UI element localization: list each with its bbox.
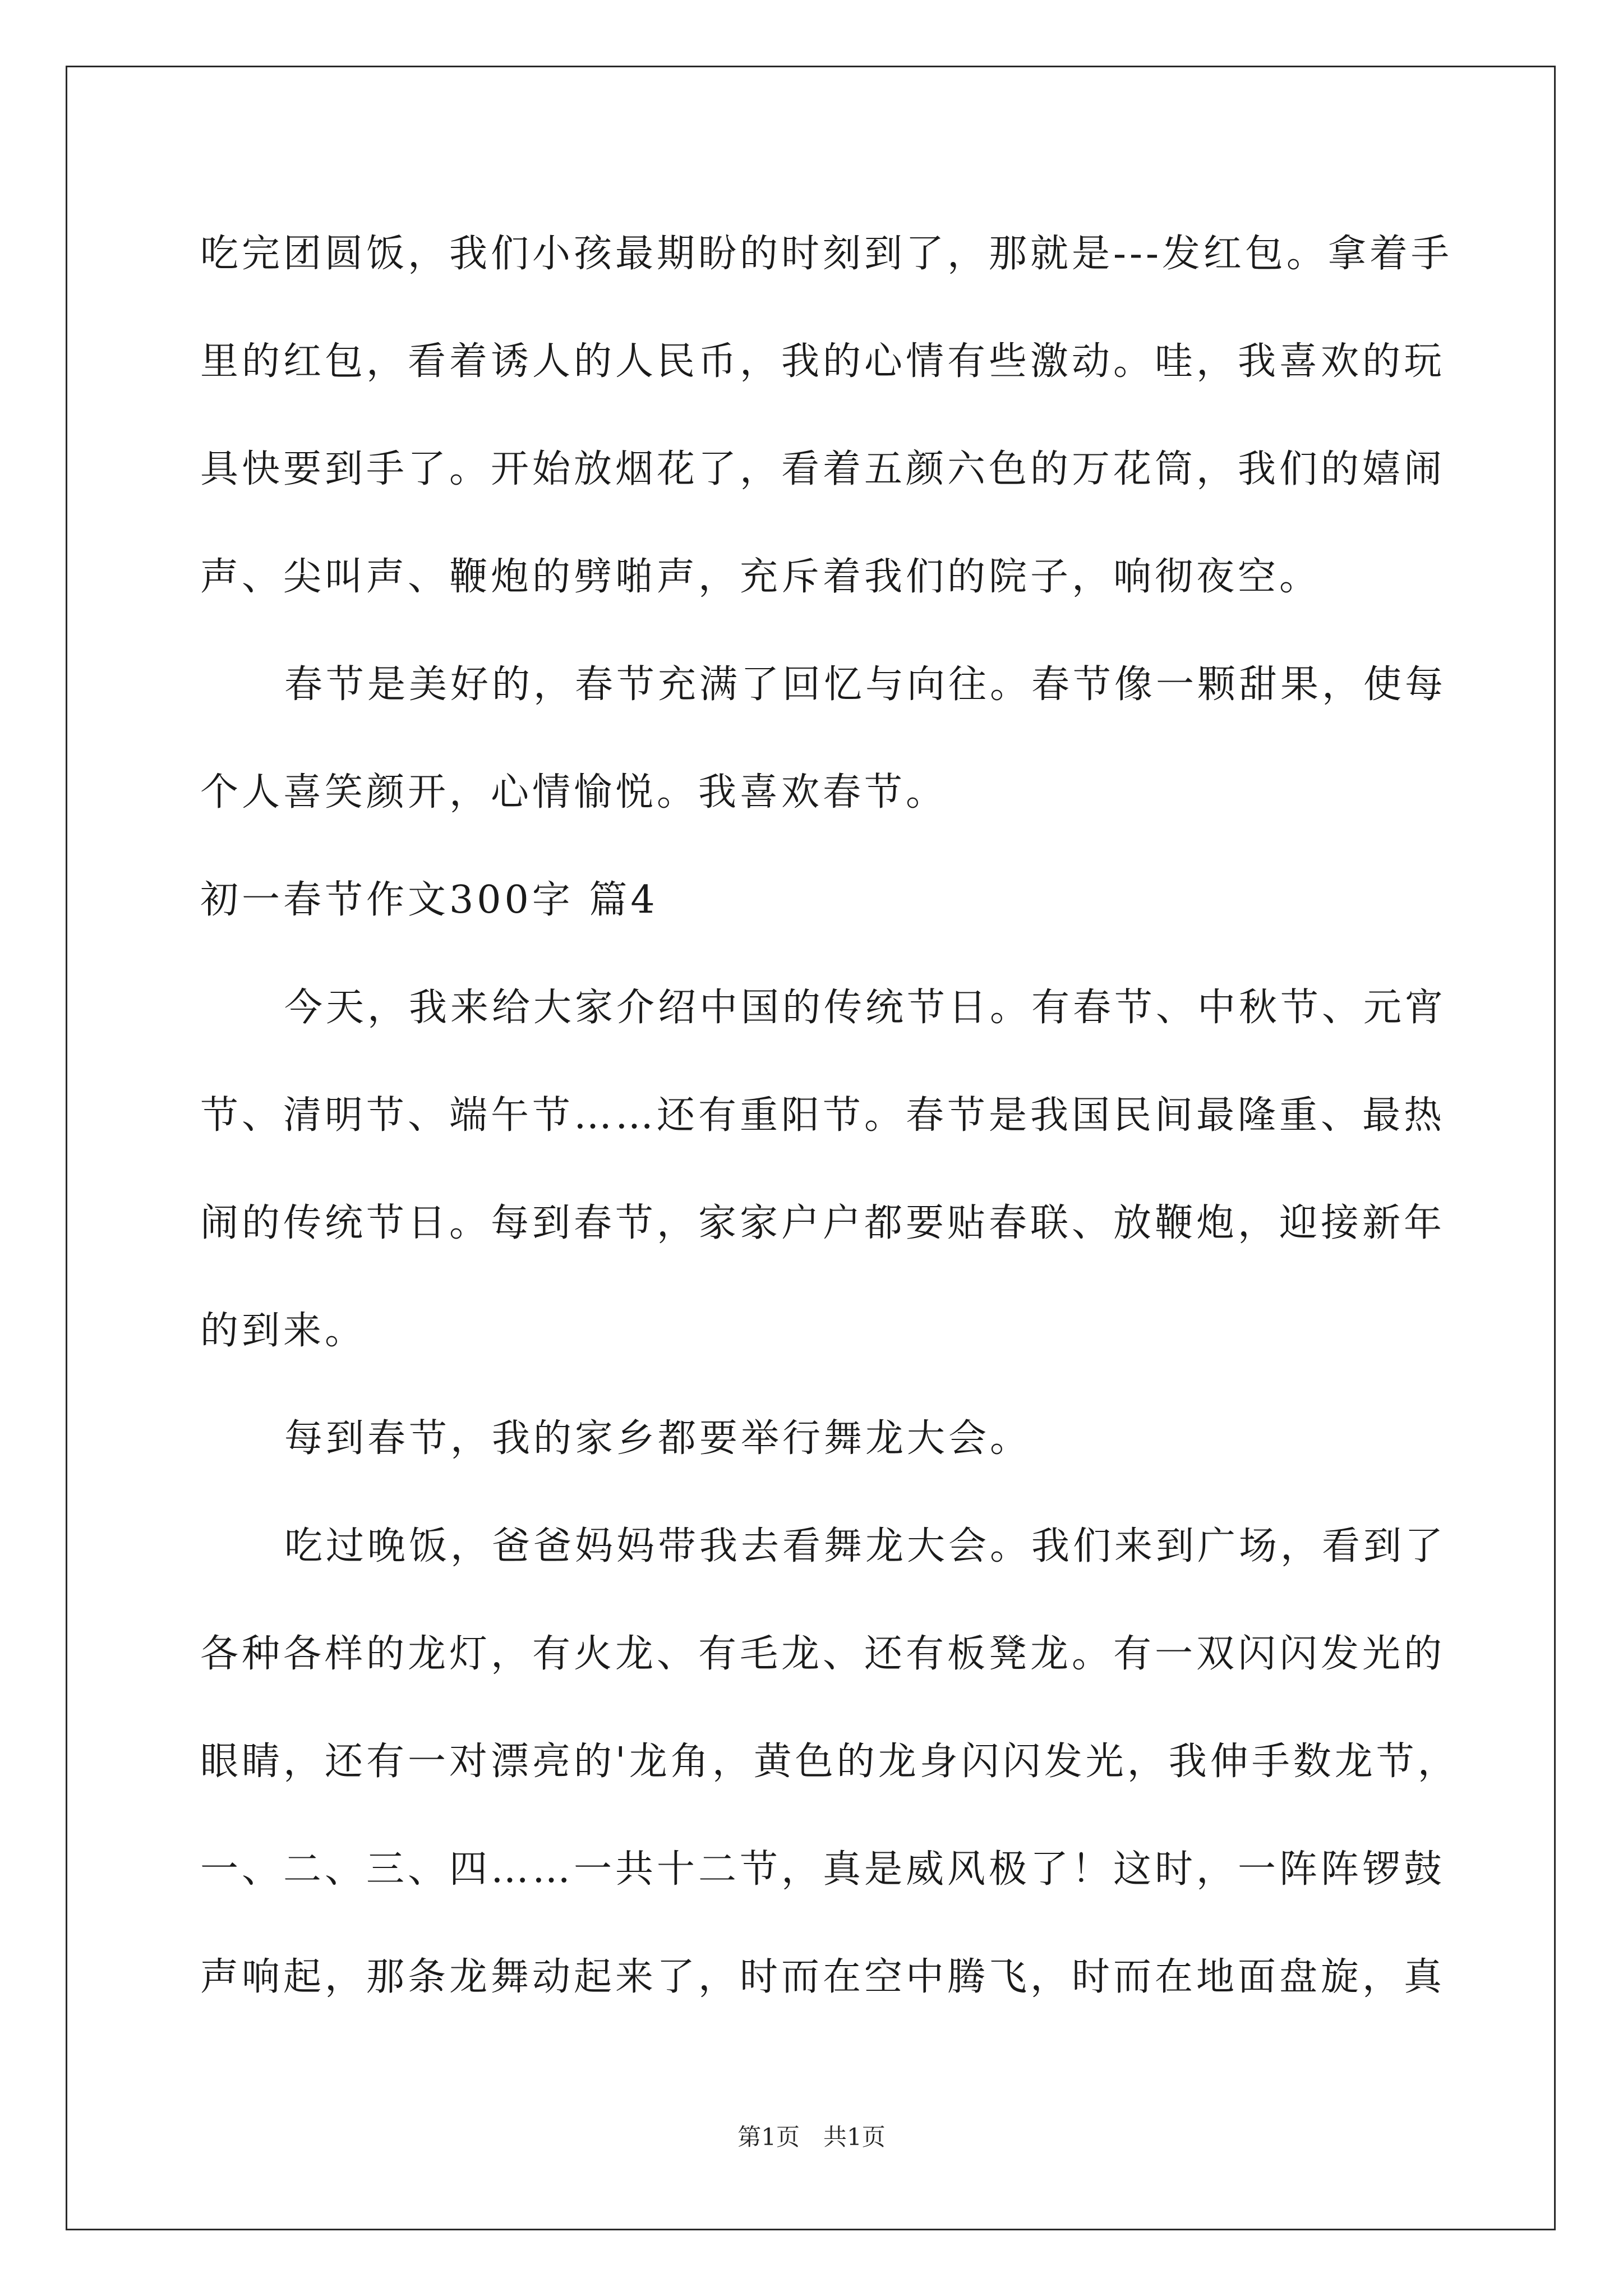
text-line: 声响起，那条龙舞动起来了，时而在空中腾飞，时而在地面盘旋，真 xyxy=(200,1955,1446,1999)
text-line: 里的红包，看着诱人的人民币，我的心情有些激动。哇，我喜欢的玩 xyxy=(200,339,1446,384)
section-heading: 初一春节作文300字 篇4 xyxy=(200,878,658,922)
text-line: 眼睛，还有一对漂亮的'龙角，黄色的龙身闪闪发光，我伸手数龙节， xyxy=(200,1740,1459,1784)
text-line: 春节是美好的，春节充满了回忆与向往。春节像一颗甜果，使每 xyxy=(284,662,1447,707)
text-line: 闹的传统节日。每到春节，家家户户都要贴春联、放鞭炮，迎接新年 xyxy=(200,1201,1446,1245)
document-body xyxy=(200,215,1459,2046)
text-line: 具快要到手了。开始放烟花了，看着五颜六色的万花筒，我们的嬉闹 xyxy=(200,447,1446,491)
text-line: 节、清明节、端午节……还有重阳节。春节是我国民间最隆重、最热 xyxy=(200,1093,1446,1138)
text-line: 吃完团圆饭，我们小孩最期盼的时刻到了，那就是---发红包。拿着手 xyxy=(200,232,1453,276)
text-line: 的到来。 xyxy=(200,1309,367,1353)
text-line: 声、尖叫声、鞭炮的劈啪声，充斥着我们的院子，响彻夜空。 xyxy=(200,555,1321,599)
text-line: 每到春节，我的家乡都要举行舞龙大会。 xyxy=(284,1416,1032,1461)
text-line: 吃过晚饭，爸爸妈妈带我去看舞龙大会。我们来到广场，看到了 xyxy=(284,1524,1447,1568)
text-line: 个人喜笑颜开，心情愉悦。我喜欢春节。 xyxy=(200,770,948,815)
text-line: 今天，我来给大家介绍中国的传统节日。有春节、中秋节、元宵 xyxy=(284,986,1447,1030)
page-footer: 第1页 共1页 xyxy=(737,2123,886,2151)
text-line: 一、二、三、四……一共十二节，真是威风极了！这时，一阵阵锣鼓 xyxy=(200,1847,1446,1892)
text-line: 各种各样的龙灯，有火龙、有毛龙、还有板凳龙。有一双闪闪发光的 xyxy=(200,1632,1446,1676)
